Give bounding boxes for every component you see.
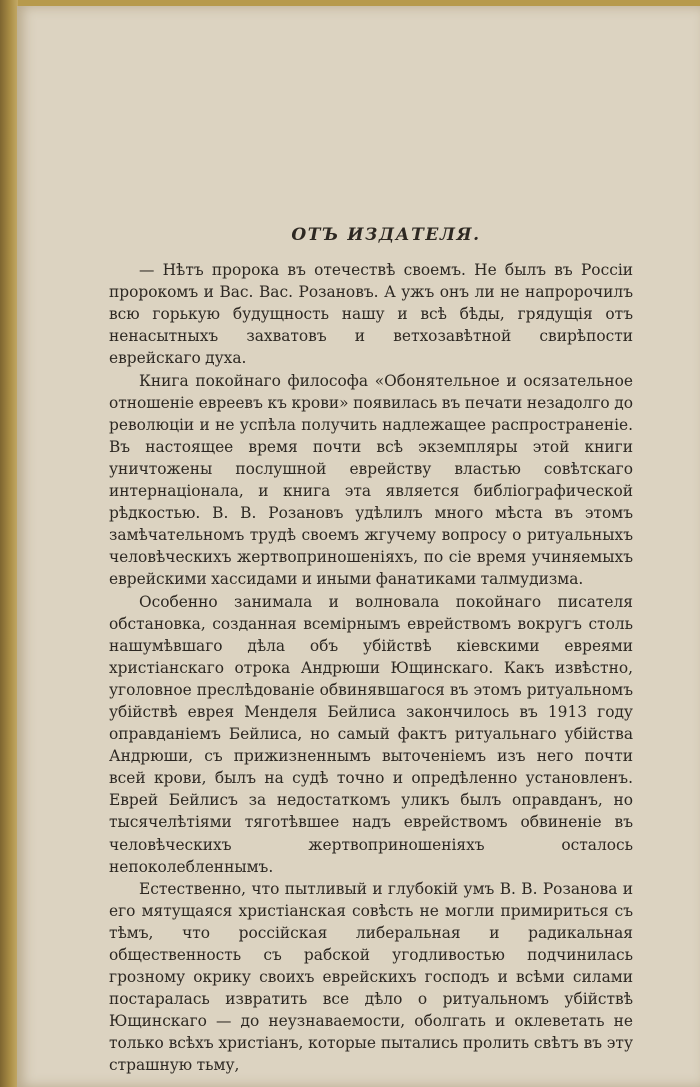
page-heading: ОТЪ ИЗДАТЕЛЯ. — [291, 225, 481, 245]
paragraph-1: — Нѣтъ пророка въ отечествѣ своемъ. Не былъ въ Россіи пророкомъ и Вас. Вас. Розановъ. А ужъ онъ ли не напророчилъ всю горькую будущность нашу и всѣ бѣды, грядущія отъ ненасытныхъ захватовъ и ветхозавѣтной свирѣпости еврейскаго духа. — [109, 261, 633, 368]
paragraph-4: Естественно, что пытливый и глубокій умъ В. В. Розанова и его мятущаяся христіанская совѣсть не могли примириться съ тѣмъ, что россійская либеральная и радикальная общественность съ рабской угодливостью подчинилась грозному окрику своихъ еврейскихъ господъ и всѣми силами постаралась извратить все дѣло о ритуальномъ убійствѣ Ющинскаго — до неузнаваемости, оболгать и оклеветать не только всѣхъ христіанъ, которые пытались пролить свѣтъ въ эту страшную тьму, — [109, 879, 633, 1075]
text-block — [109, 224, 633, 1077]
page-sheet — [17, 6, 700, 1087]
book-spine-edge — [0, 0, 18, 1087]
paragraph-2: Книга покойнаго философа «Обонятельное и осязательное отношеніе евреевъ къ крови» появилась въ печати незадолго до революціи и не успѣла получить надлежащее распространеніе. Въ настоящее время почти всѣ экземпляры этой книги уничтожены послушной еврейству властью совѣтскаго интернаціонала, и книга эта является библіографической рѣдкостью. В. В. Розановъ удѣлилъ много мѣста въ этомъ замѣчательномъ трудѣ своемъ жгучему вопросу о ритуальныхъ человѣческихъ жертвоприношеніяхъ, по сіе время учиняемыхъ еврейскими хассидами и иными фанатиками талмудизма. — [109, 371, 633, 589]
paragraph-3: Особенно занимала и волновала покойнаго писателя обстановка, созданная всемірнымъ еврействомъ вокругъ столь нашумѣвшаго дѣла объ убійствѣ кіевскими евреями христіанскаго отрока Андрюши Ющинскаго. Какъ извѣстно, уголовное преслѣдованіе обвинявшагося въ этомъ ритуальномъ убійствѣ еврея Менделя Бейлиса закончилось въ 1913 году оправданіемъ Бейлиса, но самый фактъ ритуальнаго убійства Андрюши, съ прижизненнымъ выточеніемъ изъ него почти всей крови, былъ на судѣ точно и опредѣленно установленъ. Еврей Бейлисъ за недостаткомъ уликъ былъ оправданъ, но тысячелѣтіями тяготѣвшее надъ еврействомъ обвиненіе въ человѣческихъ жертвоприношеніяхъ осталось непоколебленнымъ. — [109, 592, 633, 876]
